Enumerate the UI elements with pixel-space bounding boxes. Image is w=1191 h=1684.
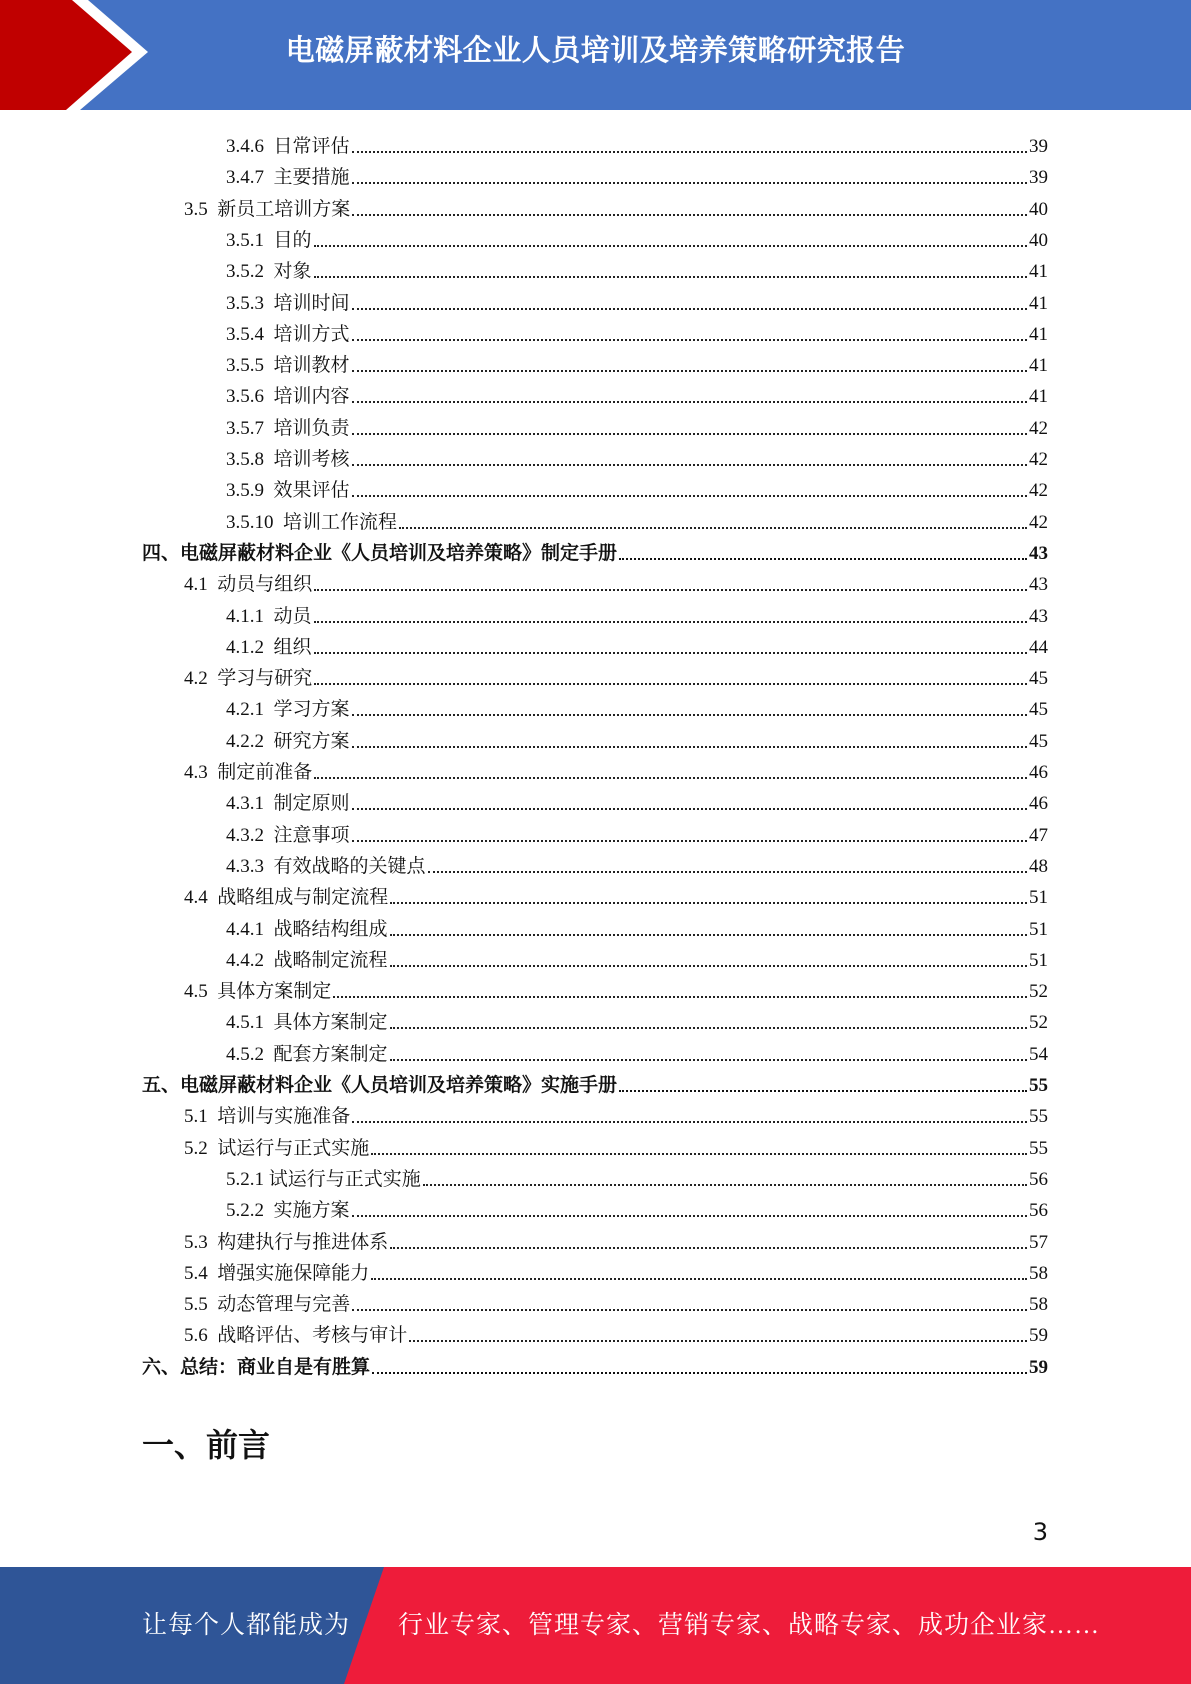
toc-entry-label: 4.3.1 制定原则 bbox=[226, 793, 350, 815]
toc-entry-label: 4.4 战略组成与制定流程 bbox=[184, 887, 389, 909]
toc-entry-page: 52 bbox=[1029, 1012, 1048, 1034]
toc-leader-dots bbox=[352, 1214, 1027, 1217]
toc-entry-page: 46 bbox=[1029, 762, 1048, 783]
toc-entry[interactable] bbox=[226, 942, 1048, 973]
page-footer bbox=[0, 1567, 1191, 1684]
toc-entry[interactable] bbox=[184, 973, 1048, 1004]
toc-entry-label: 4.2.1 学习方案 bbox=[226, 699, 350, 721]
toc-entry[interactable] bbox=[226, 285, 1048, 316]
toc-entry-page: 43 bbox=[1029, 574, 1048, 596]
footer-roles: 行业专家、管理专家、营销专家、战略专家、成功企业家…… bbox=[398, 1612, 1101, 1639]
toc-entry-page: 52 bbox=[1029, 981, 1048, 1003]
toc-leader-dots bbox=[352, 338, 1027, 341]
toc-entry[interactable] bbox=[226, 378, 1048, 409]
toc-leader-dots bbox=[352, 1308, 1027, 1311]
toc-leader-dots bbox=[314, 244, 1027, 247]
toc-entry-page: 48 bbox=[1029, 855, 1048, 877]
toc-entry-page: 55 bbox=[1029, 1137, 1048, 1159]
toc-entry-label: 3.5.9 效果评估 bbox=[226, 480, 350, 502]
toc-leader-dots bbox=[352, 369, 1027, 372]
toc-entry[interactable] bbox=[184, 1130, 1048, 1161]
toc-entry[interactable] bbox=[142, 1349, 1048, 1380]
toc-entry-label: 3.5.3 培训时间 bbox=[226, 292, 350, 314]
toc-entry-label: 3.5.1 目的 bbox=[226, 229, 312, 251]
toc-leader-dots bbox=[352, 463, 1027, 466]
toc-entry[interactable] bbox=[226, 691, 1048, 722]
toc-leader-dots bbox=[352, 181, 1027, 184]
toc-leader-dots bbox=[371, 1277, 1027, 1280]
toc-entry-label: 3.5.5 培训教材 bbox=[226, 355, 350, 377]
toc-entry-label: 3.4.6 日常评估 bbox=[226, 136, 350, 157]
toc-entry-page: 56 bbox=[1029, 1168, 1048, 1190]
toc-entry[interactable] bbox=[226, 911, 1048, 942]
toc-leader-dots bbox=[409, 1339, 1027, 1342]
toc-entry-page: 45 bbox=[1029, 699, 1048, 721]
toc-leader-dots bbox=[390, 1026, 1027, 1029]
toc-entry-label: 3.5.4 培训方式 bbox=[226, 323, 350, 345]
toc-entry[interactable] bbox=[226, 441, 1048, 472]
toc-entry[interactable] bbox=[184, 1286, 1048, 1317]
toc-entry[interactable] bbox=[184, 1098, 1048, 1129]
toc-entry[interactable] bbox=[226, 1161, 1048, 1192]
toc-entry-label: 5.5 动态管理与完善 bbox=[184, 1294, 351, 1316]
toc-entry-label: 4.3.2 注意事项 bbox=[226, 824, 350, 846]
toc-leader-dots bbox=[314, 620, 1027, 623]
toc-entry-label: 4.1 动员与组织 bbox=[184, 574, 313, 596]
toc-leader-dots bbox=[314, 275, 1027, 278]
toc-entry-label: 3.5 新员工培训方案 bbox=[184, 198, 351, 220]
toc-entry-label: 5.3 构建执行与推进体系 bbox=[184, 1231, 389, 1253]
toc-entry[interactable] bbox=[184, 879, 1048, 910]
toc-leader-dots bbox=[372, 1371, 1027, 1374]
toc-leader-dots bbox=[352, 307, 1027, 310]
toc-entry-label: 5.1 培训与实施准备 bbox=[184, 1106, 351, 1128]
toc-leader-dots bbox=[352, 150, 1027, 153]
toc-entry-label: 4.2 学习与研究 bbox=[184, 668, 313, 690]
page-header bbox=[0, 0, 1191, 110]
toc-entry-page: 42 bbox=[1029, 417, 1048, 439]
toc-entry[interactable] bbox=[184, 191, 1048, 222]
toc-entry[interactable] bbox=[226, 817, 1048, 848]
toc-entry[interactable] bbox=[184, 566, 1048, 597]
page-number: 3 bbox=[1032, 1518, 1048, 1546]
toc-entry-label: 5.2.2 实施方案 bbox=[226, 1200, 350, 1222]
toc-entry[interactable] bbox=[226, 410, 1048, 441]
toc-entry-page: 51 bbox=[1029, 887, 1048, 909]
toc-entry[interactable] bbox=[226, 253, 1048, 284]
toc-entry-label: 3.4.7 主要措施 bbox=[226, 167, 350, 189]
toc-entry-label: 4.4.1 战略结构组成 bbox=[226, 918, 388, 940]
toc-entry[interactable] bbox=[226, 504, 1048, 535]
toc-entry[interactable] bbox=[184, 660, 1048, 691]
toc-leader-dots bbox=[333, 995, 1027, 998]
toc-entry-label: 四、电磁屏蔽材料企业《人员培训及培养策略》制定手册 bbox=[142, 542, 618, 564]
toc-leader-dots bbox=[314, 776, 1027, 779]
toc-entry-label: 4.4.2 战略制定流程 bbox=[226, 949, 388, 971]
toc-entry[interactable] bbox=[226, 316, 1048, 347]
toc-entry-page: 51 bbox=[1029, 949, 1048, 971]
toc-entry-page: 51 bbox=[1029, 918, 1048, 940]
toc-entry-page: 55 bbox=[1029, 1106, 1048, 1128]
toc-entry[interactable] bbox=[226, 1036, 1048, 1067]
toc-entry-page: 42 bbox=[1029, 511, 1048, 533]
toc-entry-label: 5.6 战略评估、考核与审计 bbox=[184, 1325, 408, 1347]
toc-entry-page: 43 bbox=[1029, 542, 1048, 564]
toc-entry-page: 42 bbox=[1029, 449, 1048, 470]
toc-entry-page: 57 bbox=[1029, 1231, 1048, 1253]
toc-entry-label: 六、总结：商业自是有胜算 bbox=[142, 1356, 371, 1378]
toc-leader-dots bbox=[352, 400, 1027, 403]
footer-slogan: 让每个人都能成为 bbox=[142, 1612, 351, 1639]
toc-entry-label: 4.5 具体方案制定 bbox=[184, 981, 332, 1003]
toc-leader-dots bbox=[352, 432, 1027, 435]
toc-leader-dots bbox=[423, 1183, 1027, 1186]
toc-entry[interactable] bbox=[226, 848, 1048, 879]
toc-entry[interactable] bbox=[184, 1224, 1048, 1255]
toc-leader-dots bbox=[314, 682, 1027, 685]
toc-entry-label: 4.1.1 动员 bbox=[226, 605, 312, 627]
toc-entry-label: 五、电磁屏蔽材料企业《人员培训及培养策略》实施手册 bbox=[142, 1075, 618, 1096]
toc-leader-dots bbox=[352, 807, 1027, 810]
toc-entry-page: 56 bbox=[1029, 1200, 1048, 1222]
toc-entry-page: 58 bbox=[1029, 1294, 1048, 1316]
toc-entry[interactable] bbox=[226, 222, 1048, 253]
toc-entry[interactable] bbox=[226, 723, 1048, 754]
toc-leader-dots bbox=[390, 933, 1027, 936]
toc-leader-dots bbox=[314, 651, 1027, 654]
toc-leader-dots bbox=[352, 1120, 1027, 1123]
toc-entry[interactable] bbox=[226, 629, 1048, 660]
toc-entry-label: 4.2.2 研究方案 bbox=[226, 730, 350, 752]
toc-entry-page: 59 bbox=[1029, 1325, 1048, 1347]
toc-entry-page: 39 bbox=[1029, 167, 1048, 189]
toc-leader-dots bbox=[352, 745, 1027, 748]
toc-entry-page: 40 bbox=[1029, 198, 1048, 220]
toc-entry-label: 3.5.6 培训内容 bbox=[226, 386, 350, 408]
section-heading: 一、前言 bbox=[142, 1426, 271, 1464]
toc-entry-label: 4.1.2 组织 bbox=[226, 636, 312, 658]
toc-entry-label: 4.3 制定前准备 bbox=[184, 762, 313, 783]
toc-entry-page: 55 bbox=[1029, 1075, 1048, 1096]
document-title: 电磁屏蔽材料企业人员培训及培养策略研究报告 bbox=[285, 33, 906, 67]
toc-leader-dots bbox=[399, 526, 1027, 529]
toc-entry[interactable] bbox=[226, 1192, 1048, 1223]
toc-entry-label: 3.5.7 培训负责 bbox=[226, 417, 350, 439]
toc-entry-label: 4.3.3 有效战略的关键点 bbox=[226, 855, 426, 877]
toc-entry[interactable] bbox=[226, 1004, 1048, 1035]
toc-entry-page: 39 bbox=[1029, 136, 1048, 157]
toc-entry-label: 3.5.10 培训工作流程 bbox=[226, 511, 398, 533]
toc-entry-page: 41 bbox=[1029, 386, 1048, 408]
toc-entry-label: 5.4 增强实施保障能力 bbox=[184, 1262, 370, 1284]
toc-entry-page: 40 bbox=[1029, 229, 1048, 251]
toc-leader-dots bbox=[619, 557, 1027, 560]
toc-leader-dots bbox=[619, 1089, 1027, 1092]
toc-entry-page: 58 bbox=[1029, 1262, 1048, 1284]
toc-leader-dots bbox=[352, 713, 1027, 716]
toc-entry-page: 54 bbox=[1029, 1043, 1048, 1065]
toc-leader-dots bbox=[352, 213, 1027, 216]
toc-entry-page: 44 bbox=[1029, 636, 1048, 658]
toc-entry-label: 4.5.2 配套方案制定 bbox=[226, 1043, 388, 1065]
toc-leader-dots bbox=[390, 1246, 1027, 1249]
toc-entry-page: 47 bbox=[1029, 824, 1048, 846]
toc-leader-dots bbox=[390, 964, 1027, 967]
toc-leader-dots bbox=[371, 1152, 1027, 1155]
toc-leader-dots bbox=[390, 901, 1027, 904]
toc-leader-dots bbox=[352, 494, 1027, 497]
toc-entry-page: 41 bbox=[1029, 355, 1048, 377]
toc-entry[interactable] bbox=[226, 159, 1048, 190]
toc-leader-dots bbox=[352, 839, 1027, 842]
toc-entry-label: 5.2 试运行与正式实施 bbox=[184, 1137, 370, 1159]
toc-entry[interactable] bbox=[184, 754, 1048, 785]
toc-entry-page: 41 bbox=[1029, 323, 1048, 345]
toc-entry[interactable] bbox=[226, 598, 1048, 629]
toc-entry-page: 46 bbox=[1029, 793, 1048, 815]
toc-entry[interactable] bbox=[226, 347, 1048, 378]
toc-entry[interactable] bbox=[184, 1317, 1048, 1348]
toc-entry-label: 4.5.1 具体方案制定 bbox=[226, 1012, 388, 1034]
toc-leader-dots bbox=[428, 870, 1027, 873]
toc-entry-page: 45 bbox=[1029, 668, 1048, 690]
toc-entry-page: 45 bbox=[1029, 730, 1048, 752]
toc-entry-page: 59 bbox=[1029, 1356, 1048, 1378]
toc-entry-page: 42 bbox=[1029, 480, 1048, 502]
toc-entry[interactable] bbox=[226, 128, 1048, 159]
toc-entry-page: 41 bbox=[1029, 261, 1048, 283]
toc-entry[interactable] bbox=[184, 1255, 1048, 1286]
toc-entry-page: 41 bbox=[1029, 292, 1048, 314]
toc-entry[interactable] bbox=[226, 472, 1048, 503]
toc-entry-label: 5.2.1 试运行与正式实施 bbox=[226, 1168, 421, 1190]
toc-leader-dots bbox=[314, 588, 1027, 591]
toc-entry-page: 43 bbox=[1029, 605, 1048, 627]
toc-leader-dots bbox=[390, 1058, 1027, 1061]
toc-entry-label: 3.5.2 对象 bbox=[226, 261, 312, 283]
toc-entry-label: 3.5.8 培训考核 bbox=[226, 449, 350, 470]
toc-entry[interactable] bbox=[142, 1067, 1048, 1098]
toc-entry[interactable] bbox=[226, 785, 1048, 816]
toc-entry[interactable] bbox=[142, 535, 1048, 566]
